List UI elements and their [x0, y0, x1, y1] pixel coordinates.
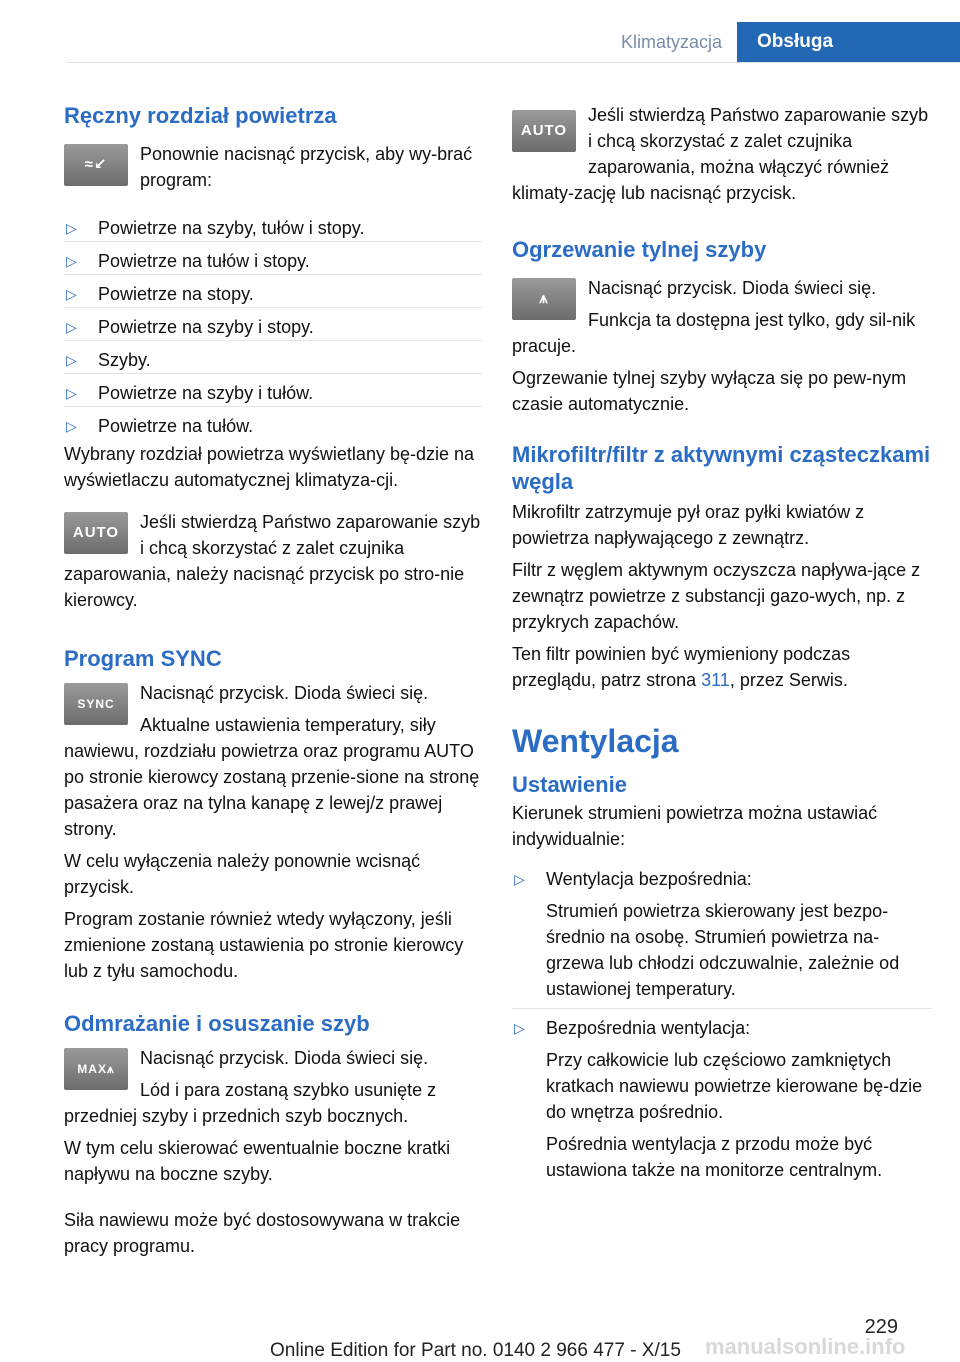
list-item: ▷ Wentylacja bezpośrednia: Strumień powietrza skierowany jest bezpo‐średnio na osobę. Strumień powietrza na‐grzewa lub chłodzi odczuwalnie, zależnie od ustawionej temperatury. — [512, 860, 932, 1002]
page-number: 229 — [864, 1316, 898, 1338]
rear-heating-p1: Nacisnąć przycisk. Dioda świeci się. — [588, 278, 877, 298]
triangle-bullet-icon: ▷ — [66, 220, 77, 236]
defrost-p4: Siła nawiewu może być dostosowywana w trakcie pracy programu. — [64, 1210, 461, 1256]
triangle-bullet-icon: ▷ — [66, 253, 77, 269]
triangle-bullet-icon: ▷ — [514, 871, 525, 887]
section-title-ventilation: Wentylacja — [512, 723, 679, 759]
auto-button-icon: AUTO — [64, 512, 128, 554]
auto-button-icon: AUTO — [512, 110, 576, 152]
microfilter-p3: Ten filtr powinien być wymieniony podczas przeglądu, patrz strona 311, przez Serwis. — [512, 644, 851, 690]
watermark: manualsonline.info — [705, 1334, 906, 1359]
triangle-bullet-icon: ▷ — [66, 352, 77, 368]
microfilter-p2: Filtr z węglem aktywnym oczyszcza napływa‐jące z zewnątrz powietrze z substancji gazo‐wych, np. z przykrych zapachów. — [512, 560, 921, 632]
right-column — [512, 102, 932, 1183]
sync-p3: W celu wyłączenia należy ponownie wcisnąć przycisk. — [64, 851, 421, 897]
sync-p1: Nacisnąć przycisk. Dioda świeci się. — [140, 683, 429, 703]
ventilation-list — [512, 860, 932, 1183]
sync-p4: Program zostanie również wtedy wyłączony, jeśli zmienione zostaną ustawienia po stronie kierowcy lub z tyłu samochodu. — [64, 909, 464, 981]
sync-p2: Aktualne ustawienia temperatury, siły nawiewu, rozdziału powietrza oraz programu AUTO po stronie kierowcy zostaną przenie‐sione na stronę pasażera oraz na tylna kanapę z lewej/z prawej strony. — [64, 715, 480, 839]
air-distribution-intro: Ponownie nacisnąć przycisk, aby wy‐brać program: — [140, 144, 473, 190]
subsection-title-setting: Ustawienie — [512, 772, 627, 797]
air-distribution-display-note: Wybrany rozdział powietrza wyświetlany bę‐dzie na wyświetlaczu automatycznej klimatyza‐cji. — [64, 444, 475, 490]
page-header — [66, 22, 960, 63]
microfilter-p1: Mikrofiltr zatrzymuje pył oraz pyłki kwiatów z powietrza napływającego z zewnątrz. — [512, 502, 865, 548]
section-title-defrost: Odmrażanie i osuszanie szyb — [64, 1011, 370, 1036]
triangle-bullet-icon: ▷ — [66, 385, 77, 401]
list-item: ▷ Powietrze na tułów. — [64, 406, 482, 439]
rear-window-heating-button-icon: ⩚ — [512, 278, 576, 320]
auto-fog-note: Jeśli stwierdzą Państwo zaparowanie szyb i chcą skorzystać z zalet czujnika zaparowania, należy nacisnąć przycisk po stro‐nie kierowcy. — [64, 512, 481, 610]
air-distribution-list — [64, 209, 482, 439]
list-item: ▷ Powietrze na szyby, tułów i stopy. — [64, 209, 482, 241]
list-item: ▷ Powietrze na szyby i stopy. — [64, 307, 482, 340]
air-distribution-button-icon: ≈↙ — [64, 144, 128, 186]
max-defrost-button-icon: MAX⩚ — [64, 1048, 128, 1090]
section-title-rear-window-heating: Ogrzewanie tylnej szyby — [512, 237, 767, 262]
list-item: ▷ Powietrze na stopy. — [64, 274, 482, 307]
chapter-tab[interactable]: Obsługa — [737, 22, 960, 62]
page-reference-link[interactable]: 311 — [701, 670, 730, 690]
rear-heating-p3: Ogrzewanie tylnej szyby wyłącza się po pew‐nym czasie automatycznie. — [512, 368, 907, 414]
list-item: ▷ Powietrze na szyby i tułów. — [64, 373, 482, 406]
triangle-bullet-icon: ▷ — [66, 319, 77, 335]
sync-button-icon: SYNC — [64, 683, 128, 725]
section-title-microfilter: Mikrofiltr/filtr z aktywnymi cząsteczkami węgla — [512, 442, 931, 494]
section-title-air-distribution: Ręczny rozdział powietrza — [64, 103, 337, 128]
defrost-p2: Lód i para zostaną szybko usunięte z przedniej szyby i przednich szyb bocznych. — [64, 1080, 437, 1126]
defrost-p3: W tym celu skierować ewentualnie boczne kratki napływu na boczne szyby. — [64, 1138, 451, 1184]
section-tab[interactable]: Klimatyzacja — [620, 32, 722, 52]
triangle-bullet-icon: ▷ — [514, 1020, 525, 1036]
edition-line: Online Edition for Part no. 0140 2 966 477 - X/15 — [270, 1340, 681, 1361]
list-item: ▷ Powietrze na tułów i stopy. — [64, 241, 482, 274]
list-item: ▷ Bezpośrednia wentylacja: Przy całkowicie lub częściowo zamkniętych kratkach nawiewu powietrze kierowane bę‐dzie do wnętrza pośrednio. Pośrednia wentylacja z przodu może być ustawiona także na monitorze centralnym. — [512, 1008, 932, 1183]
triangle-bullet-icon: ▷ — [66, 286, 77, 302]
rear-heating-p2: Funkcja ta dostępna jest tylko, gdy sil‐nik pracuje. — [512, 310, 916, 356]
left-column — [64, 102, 482, 1265]
section-title-sync: Program SYNC — [64, 646, 222, 671]
defrost-p1: Nacisnąć przycisk. Dioda świeci się. — [140, 1048, 429, 1068]
ventilation-intro: Kierunek strumieni powietrza można ustawiać indywidualnie: — [512, 803, 878, 849]
triangle-bullet-icon: ▷ — [66, 418, 77, 434]
list-item: ▷ Szyby. — [64, 340, 482, 373]
auto-climate-note: Jeśli stwierdzą Państwo zaparowanie szyb i chcą skorzystać z zalet czujnika zaparowania, można włączyć również klimaty‐zację lub nacisnąć przycisk. — [512, 105, 929, 203]
